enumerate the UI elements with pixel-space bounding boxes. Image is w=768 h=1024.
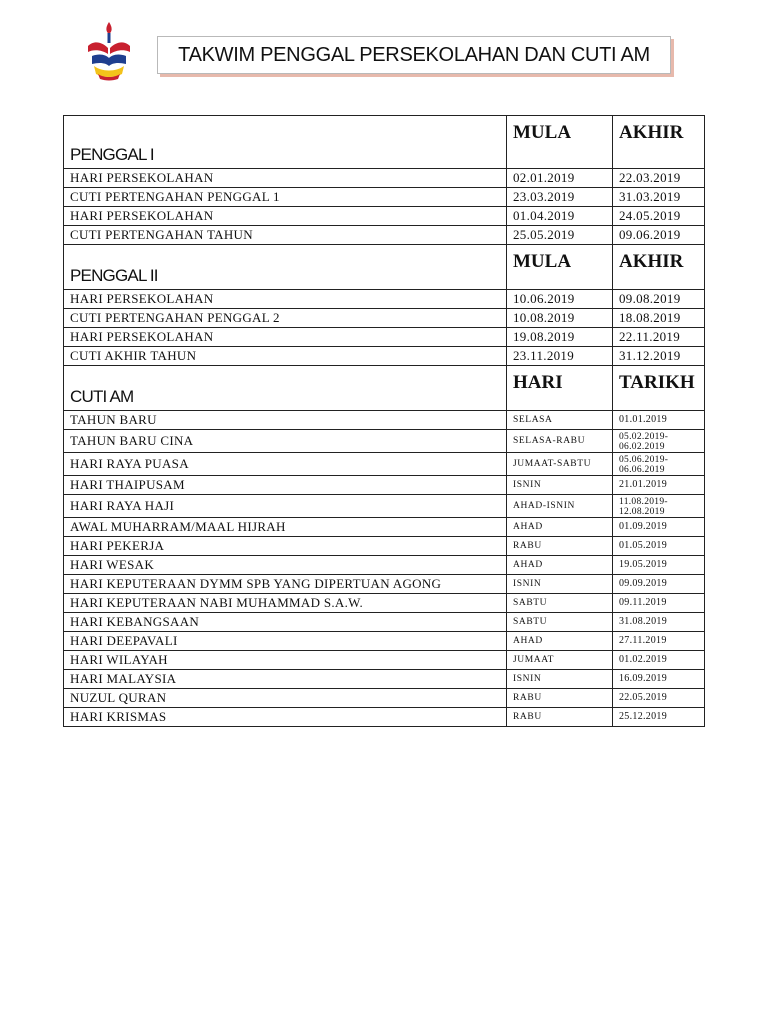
row-end-date: 18.08.2019 [613, 309, 705, 328]
holiday-name: HARI KEBANGSAAN [64, 613, 507, 632]
row-start-date: 19.08.2019 [507, 328, 613, 347]
holiday-date: 01.02.2019 [613, 651, 705, 670]
holiday-date: 01.09.2019 [613, 518, 705, 537]
holiday-day: RABU [507, 537, 613, 556]
row-start-date: 01.04.2019 [507, 207, 613, 226]
holiday-date: 22.05.2019 [613, 689, 705, 708]
table-row [64, 613, 705, 632]
school-crest-logo [84, 20, 134, 82]
column-header-end: AKHIR [613, 116, 705, 169]
row-label: CUTI AKHIR TAHUN [64, 347, 507, 366]
row-end-date: 31.12.2019 [613, 347, 705, 366]
section-header-penggal2 [64, 245, 705, 290]
holiday-name: HARI KEPUTERAAN DYMM SPB YANG DIPERTUAN AGONG [64, 575, 507, 594]
holiday-date: 01.05.2019 [613, 537, 705, 556]
holiday-date: 05.06.2019- 06.06.2019 [613, 453, 705, 476]
row-end-date: 31.03.2019 [613, 188, 705, 207]
table-row [64, 411, 705, 430]
table-row [64, 188, 705, 207]
table-row [64, 651, 705, 670]
section-header-penggal1 [64, 116, 705, 169]
holiday-date: 27.11.2019 [613, 632, 705, 651]
holiday-name: HARI KRISMAS [64, 708, 507, 727]
table-row [64, 632, 705, 651]
holiday-date: 21.01.2019 [613, 476, 705, 495]
crest-wing-left [88, 42, 108, 54]
table-row [64, 207, 705, 226]
section-title: CUTI AM [64, 366, 507, 411]
section-title: PENGGAL II [64, 245, 507, 290]
holiday-day: AHAD [507, 556, 613, 575]
table-row [64, 575, 705, 594]
row-label: CUTI PERTENGAHAN PENGGAL 1 [64, 188, 507, 207]
table-row [64, 226, 705, 245]
section-title: PENGGAL I [64, 116, 507, 169]
holiday-date: 16.09.2019 [613, 670, 705, 689]
row-start-date: 23.03.2019 [507, 188, 613, 207]
crest-torch-handle [108, 33, 111, 43]
column-header-day: HARI [507, 366, 613, 411]
table-row [64, 309, 705, 328]
row-start-date: 02.01.2019 [507, 169, 613, 188]
table-row [64, 537, 705, 556]
holiday-day: JUMAAT-SABTU [507, 453, 613, 476]
table-row [64, 708, 705, 727]
holiday-day: AHAD [507, 632, 613, 651]
holiday-day: RABU [507, 708, 613, 727]
holiday-name: HARI KEPUTERAAN NABI MUHAMMAD S.A.W. [64, 594, 507, 613]
holiday-day: JUMAAT [507, 651, 613, 670]
row-label: HARI PERSEKOLAHAN [64, 207, 507, 226]
holiday-name: TAHUN BARU CINA [64, 430, 507, 453]
row-start-date: 10.06.2019 [507, 290, 613, 309]
holiday-name: NUZUL QURAN [64, 689, 507, 708]
holiday-day: SELASA [507, 411, 613, 430]
holiday-date: 25.12.2019 [613, 708, 705, 727]
table-row [64, 430, 705, 453]
row-end-date: 09.06.2019 [613, 226, 705, 245]
column-header-date: TARIKH [613, 366, 705, 411]
table-row [64, 347, 705, 366]
holiday-day: AHAD [507, 518, 613, 537]
holiday-date: 01.01.2019 [613, 411, 705, 430]
holiday-name: TAHUN BARU [64, 411, 507, 430]
row-label: CUTI PERTENGAHAN PENGGAL 2 [64, 309, 507, 328]
holiday-day: ISNIN [507, 670, 613, 689]
holiday-name: HARI RAYA HAJI [64, 495, 507, 518]
row-start-date: 23.11.2019 [507, 347, 613, 366]
crest-torch-flame [106, 22, 111, 34]
title-banner [157, 36, 671, 74]
table-row [64, 594, 705, 613]
section-header-cuti-am [64, 366, 705, 411]
crest-base [94, 66, 124, 77]
page-title: TAKWIM PENGGAL PERSEKOLAHAN DAN CUTI AM [178, 43, 650, 66]
row-end-date: 24.05.2019 [613, 207, 705, 226]
calendar-table [63, 115, 705, 727]
row-label: HARI PERSEKOLAHAN [64, 290, 507, 309]
table-row [64, 453, 705, 476]
holiday-date: 19.05.2019 [613, 556, 705, 575]
table-row [64, 670, 705, 689]
row-end-date: 09.08.2019 [613, 290, 705, 309]
table-row [64, 290, 705, 309]
crest-book [92, 55, 126, 66]
table-row [64, 518, 705, 537]
row-label: HARI PERSEKOLAHAN [64, 328, 507, 347]
holiday-date: 09.11.2019 [613, 594, 705, 613]
table-row [64, 476, 705, 495]
table-row [64, 169, 705, 188]
holiday-date: 09.09.2019 [613, 575, 705, 594]
holiday-day: AHAD-ISNIN [507, 495, 613, 518]
crest-wing-right [110, 42, 130, 54]
column-header-end: AKHIR [613, 245, 705, 290]
holiday-name: HARI DEEPAVALI [64, 632, 507, 651]
table-row [64, 495, 705, 518]
column-header-start: MULA [507, 116, 613, 169]
holiday-date: 31.08.2019 [613, 613, 705, 632]
holiday-name: AWAL MUHARRAM/MAAL HIJRAH [64, 518, 507, 537]
holiday-day: ISNIN [507, 575, 613, 594]
holiday-name: HARI PEKERJA [64, 537, 507, 556]
holiday-day: SABTU [507, 594, 613, 613]
holiday-name: HARI THAIPUSAM [64, 476, 507, 495]
holiday-day: SELASA-RABU [507, 430, 613, 453]
holiday-name: HARI WESAK [64, 556, 507, 575]
holiday-day: RABU [507, 689, 613, 708]
row-label: HARI PERSEKOLAHAN [64, 169, 507, 188]
row-label: CUTI PERTENGAHAN TAHUN [64, 226, 507, 245]
table-row [64, 328, 705, 347]
column-header-start: MULA [507, 245, 613, 290]
holiday-name: HARI MALAYSIA [64, 670, 507, 689]
holiday-day: ISNIN [507, 476, 613, 495]
holiday-name: HARI RAYA PUASA [64, 453, 507, 476]
table-row [64, 556, 705, 575]
row-end-date: 22.03.2019 [613, 169, 705, 188]
holiday-day: SABTU [507, 613, 613, 632]
holiday-date: 11.08.2019- 12.08.2019 [613, 495, 705, 518]
table-row [64, 689, 705, 708]
row-end-date: 22.11.2019 [613, 328, 705, 347]
row-start-date: 10.08.2019 [507, 309, 613, 328]
holiday-date: 05.02.2019- 06.02.2019 [613, 430, 705, 453]
row-start-date: 25.05.2019 [507, 226, 613, 245]
holiday-name: HARI WILAYAH [64, 651, 507, 670]
